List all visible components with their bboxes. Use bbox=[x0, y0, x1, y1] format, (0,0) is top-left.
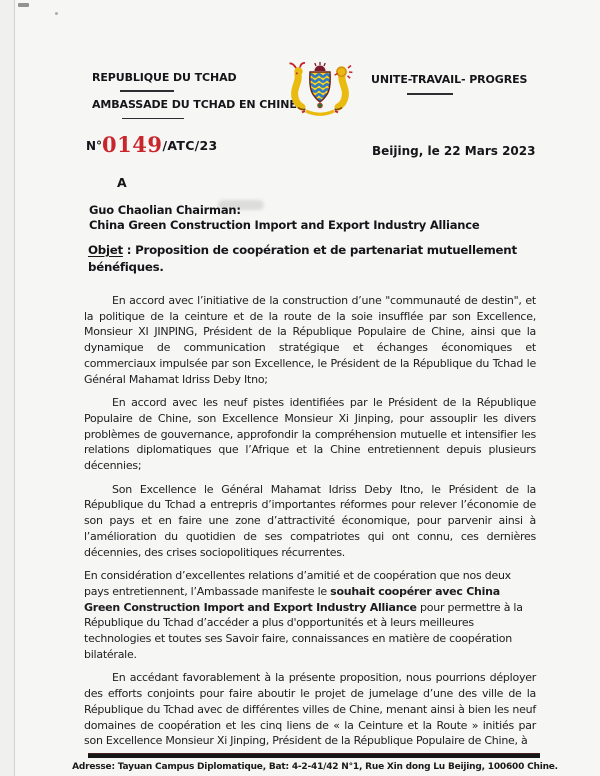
reference-prefix: N° bbox=[86, 139, 103, 153]
scroll-banner bbox=[306, 111, 334, 114]
body-paragraph bbox=[84, 293, 536, 387]
body-paragraph bbox=[84, 482, 536, 561]
national-motto: UNITE-TRAVAIL- PROGRES bbox=[371, 73, 528, 86]
body-paragraph bbox=[84, 395, 536, 474]
paragraph-segment: pour permettre à la République du Tchad d’accéder a plus d'opportunités et à leurs meilleures technologies et toutes ses Savoir faire, connaissances en matière de coopération bilatérale. bbox=[84, 600, 523, 661]
dateline: Beijing, le 22 Mars 2023 bbox=[372, 144, 536, 158]
paragraph-segment: En accédant favorablement à la présente proposition, nous pourrions déployer des efforts conjoints pour faire aboutir le projet de jumelage d’une des ville de la République du Tchad avec de différentes villes de Chine, menant ainsi à bien les neuf domaines de coopération et les cinq liens de « la Ceinture et la Route » initiés par son Excellence Monsieur Xi Jinping, Président de la République Populaire de Chine, à bbox=[84, 671, 536, 748]
addressee-organization: China Green Construction Import and Export Industry Alliance bbox=[89, 217, 480, 232]
addressee-salutation: A bbox=[117, 175, 127, 190]
supporter-lion bbox=[335, 66, 353, 110]
divider bbox=[120, 90, 174, 92]
paragraph-segment: En accord avec les neuf pistes identifiées par le Président de la République Populaire de Chine, son Excellence Monsieur Xi Jinping, pour assouplir les divers problèmes de gouvernance, approfondir la compréhension mutuelle et intensifier les relations diplomatiques que l’Afrique et la Chine entretiennent depuis plusieurs décennies; bbox=[84, 396, 536, 473]
letterhead-right bbox=[371, 73, 527, 95]
paragraph-segment: Son Excellence le Général Mahamat Idriss Deby Itno, le Président de la République du Tchad a entrepris d’importantes réformes pour relever l’économie de son pays et en faire une zone d’attractivité économique, pour parvenir ainsi à l’amélioration du quotidien de ses compatriotes qui ont connu, ces dernières décennies, des crises sociopolitiques récurrentes. bbox=[84, 482, 536, 559]
divider bbox=[407, 93, 453, 95]
reference-number: 0149 bbox=[102, 132, 163, 157]
paragraph-segment-bold: souhait coopérer avec China Green Construction Import and Export Industry Alliance bbox=[84, 584, 500, 614]
reference-line bbox=[86, 132, 218, 157]
letterhead-left bbox=[92, 71, 297, 119]
scan-artifact-speck bbox=[55, 12, 58, 15]
scan-artifact-mark bbox=[18, 3, 29, 7]
chad-coat-of-arms-icon bbox=[286, 61, 354, 118]
medal bbox=[318, 103, 323, 108]
reference-suffix: /ATC/23 bbox=[162, 138, 218, 153]
scan-edge-line bbox=[14, 0, 15, 776]
body-paragraph bbox=[84, 670, 536, 749]
footer-rule bbox=[88, 753, 540, 758]
addressee-name: Guo Chaolian Chairman: bbox=[89, 203, 241, 217]
subject-line bbox=[88, 242, 566, 275]
subject-label: Objet bbox=[88, 243, 123, 257]
paragraph-segment: En considération d’excellentes relations d’amitié et de coopération que nos deux pays entretiennent, l’Ambassade manifeste le bbox=[84, 569, 511, 598]
body-paragraph bbox=[84, 568, 536, 662]
subject-text: Proposition de coopération et de partenariat mutuellement bénéfiques. bbox=[88, 243, 517, 274]
footer-address: Adresse: Tayuan Campus Diplomatique, Bat: 4-2-41/42 N°1, Rue Xin dong Lu Beijing, 100600 Chine. bbox=[72, 762, 558, 772]
country-name: REPUBLIQUE DU TCHAD bbox=[92, 71, 237, 84]
subject-separator: : bbox=[122, 243, 136, 257]
paragraph-segment: En accord avec l’initiative de la construction d’une "communauté de destin", et la politique de la ceinture et de la route de la soie insufflée par son Excellence, Monsieur XI JINPING, Président de la République Populaire de Chine, ainsi que la dynamique de communication stratégique et échanges économiques et commerciaux impulsée par son Excellence, le Président de la République du Tchad le Général Mahamat Idriss Deby Itno; bbox=[84, 294, 536, 386]
supporter-goat bbox=[290, 63, 306, 110]
crest-sun bbox=[315, 62, 326, 71]
embassy-name: AMBASSADE DU TCHAD EN CHINE bbox=[92, 97, 297, 111]
divider bbox=[122, 118, 184, 120]
letter-body bbox=[84, 293, 536, 757]
scan-left-band bbox=[0, 0, 14, 776]
addressee-block bbox=[89, 203, 480, 232]
